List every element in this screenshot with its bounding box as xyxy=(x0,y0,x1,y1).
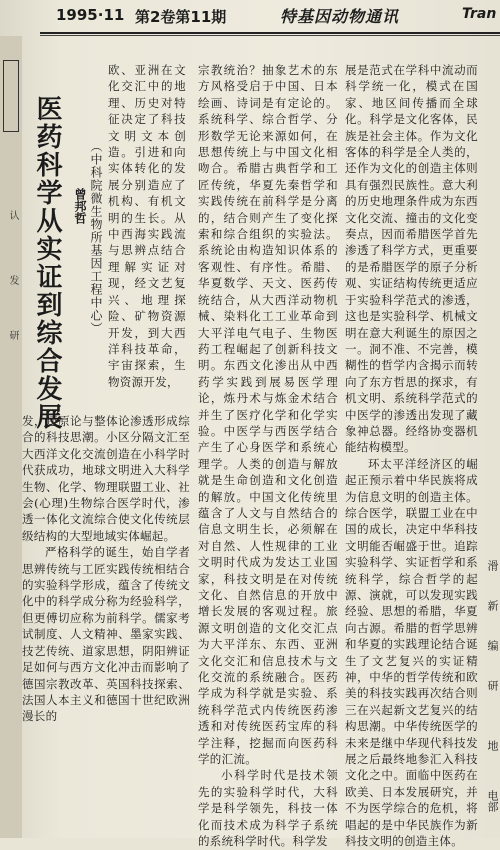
journal-name: 特基因动物通讯 xyxy=(280,7,400,26)
column-1-bottom xyxy=(22,413,190,725)
left-margin-box xyxy=(3,60,19,132)
article-title: 医药科学从实证到综合发展 xyxy=(32,95,62,431)
page-header xyxy=(0,0,500,30)
left-margin-char: 研 xyxy=(7,330,18,340)
paragraph: 环太平洋经济区的崛起正预示着中华民族将成为信息文明的创造主体。综合医学，联盟工业在中国的成长，决定中华科技文明能否崛盛于世。追踪实验科学、实证哲学和系统科学，综合哲学的起源、演就，可以发现实践经验、思想的希腊，华夏向古源。希腊的哲学思辨和华夏的实践理论结合诞生了文艺复兴的实证精神，中华的哲学传统和欧美的科技实践再次结合则三在兴起新文艺复兴的结构思潮。中华传统医学的未来是继中华现代科技发展之后最终地参汇入科技文化之中。面临中医药在欧美、日本发展研究，并不为医学综合的危机，将唱起的是中华民族作为新科技文明的创造主体。 xyxy=(345,456,478,849)
author-name: 曾邦哲 xyxy=(73,188,87,224)
paragraph: 严格科学的诞生，始自学者思辨传统与工匠实践传统相结合的实验科学形成，蕴含了传统文化中的科学成分称为经验科学，但更傅切应称为前科学。儒家考试制度、人文精神、墨家实践、技艺传统、道家思想，阴阳辨证足如何与西方文化冲击而影响了德国宗教改革、英国科技探索、法国人本主义和德国十世纪欧洲漫长的 xyxy=(22,545,190,724)
paragraph: 展是范式在学科中流动而科学统一化，模式在国家、地区间传播而全球化。科学是文化客体，民族是社会主体。作为文化客体的科学是全人类的，还作为文化的创造主体则具有强烈民族性。意大利的历史地理条件成为东西文化交流、撞击的文化变奏点，因而希腊医学首先渗透了科学方式，更重要的是希腊医学的原子分析观、实证结构传统更适应于实验科学范式的渗透，这也是实验科学、机械文明在意大利诞生的原因之一。洞不准、不完善，模糊性的哲学内含揭示而转向了东方哲思的探求，有机文明、系统科学范式的中医学的渗透出发现了藏象神总器。经络协变器机能结构模型。 xyxy=(345,63,478,455)
left-margin-strip xyxy=(0,36,22,838)
right-margin-char: 电部 xyxy=(486,790,499,812)
journal-english-fragment: Tran xyxy=(462,6,497,22)
issue-volume: 第2卷第11期 xyxy=(135,8,227,26)
right-margin-char: 编 xyxy=(486,640,499,651)
column-2 xyxy=(198,62,338,850)
right-margin-char: 地 xyxy=(486,740,499,751)
left-margin-char: 认 xyxy=(7,210,18,220)
header-rule-thin xyxy=(40,35,500,36)
header-rule xyxy=(40,32,500,34)
paragraph: 小科学时代是技术领先的实验科学时代，大科学是科学领先，科技一体化而技术成为科学子系统的系统科学时代。科学发 xyxy=(198,768,338,849)
right-margin-char: 滑 xyxy=(486,560,499,571)
right-margin-char: 研 xyxy=(486,680,499,691)
paragraph: 发，还原论与整体论渗透形成综合的科技思潮。小区分隔文汇至大西洋文化交流创造在小科学时代获成功，地球文明进入大科学生物、化学、物理联盟工业、社会(心理)生物综合医学时代，渗透一体化文流综合使文化传统层级结构的大型地域实体崛起。 xyxy=(22,414,190,543)
column-1-top: 欧、亚洲在文化交汇中的地理、历史对特征决定了科技文明文本创造。引进和向实体转化的发展分别造应了机构、有机文明的生长。从中西海实践流与思辨点结合理解实证对现，经文艺复兴、地理探险、矿物资源开发，到大西洋科技革命，宇宙探索，生物资源开发， xyxy=(108,63,186,389)
right-margin-char: 新 xyxy=(486,600,499,611)
left-margin-char: 发 xyxy=(7,275,18,285)
author-affiliation: （中科院微生物所基因工程中心） xyxy=(89,140,103,335)
issue-date: 1995·11 xyxy=(56,6,125,24)
column-3 xyxy=(345,62,478,850)
paragraph: 宗教统治？抽象艺术的东方风格受启于中国、日本绘画、诗词是有定论的。系统科学、综合哲学、分形数学无论来源如何，在思想传统上与中国文化相吻合。希腊古典哲学和工匠传统，华夏先秦哲学和实践传统在前科学是分离的，结合则产生了变化探索和综合组织的实验法。系统论由构造知识体系的客观性、有序性。希腊、华夏数学、天文、医药传统结合，从大西洋动物机械、染料化工工业革命到大平洋电气电子、生物医药工程崛起了创新科技文明。东西文化渗出从中西药学实践到展易医学理论，炼丹术与炼金术结合并生了医疗化学和化学实验。中医学与西医学结合产生了心身医学和系统心理学。人类的创造与解放就是生命创造和文化创造的解放。中国文化传统里蕴含了人文与自然结合的信息文明生长，必须解在对自然、人性规律的工业文明时代成为发达工业国家，科技文明是在对传统文化、自然信息的开放中增长发展的客观过程。旅源文明创造的文化交汇点为大平洋东、东西、亚洲文化交汇和信息技术与文化交流的系统融合。医药学成为科学就是实验、系统科学范式内传统医药渗透和对传统医药宝库的科学注释，挖掘而向医药科学的汇流。 xyxy=(198,63,338,767)
